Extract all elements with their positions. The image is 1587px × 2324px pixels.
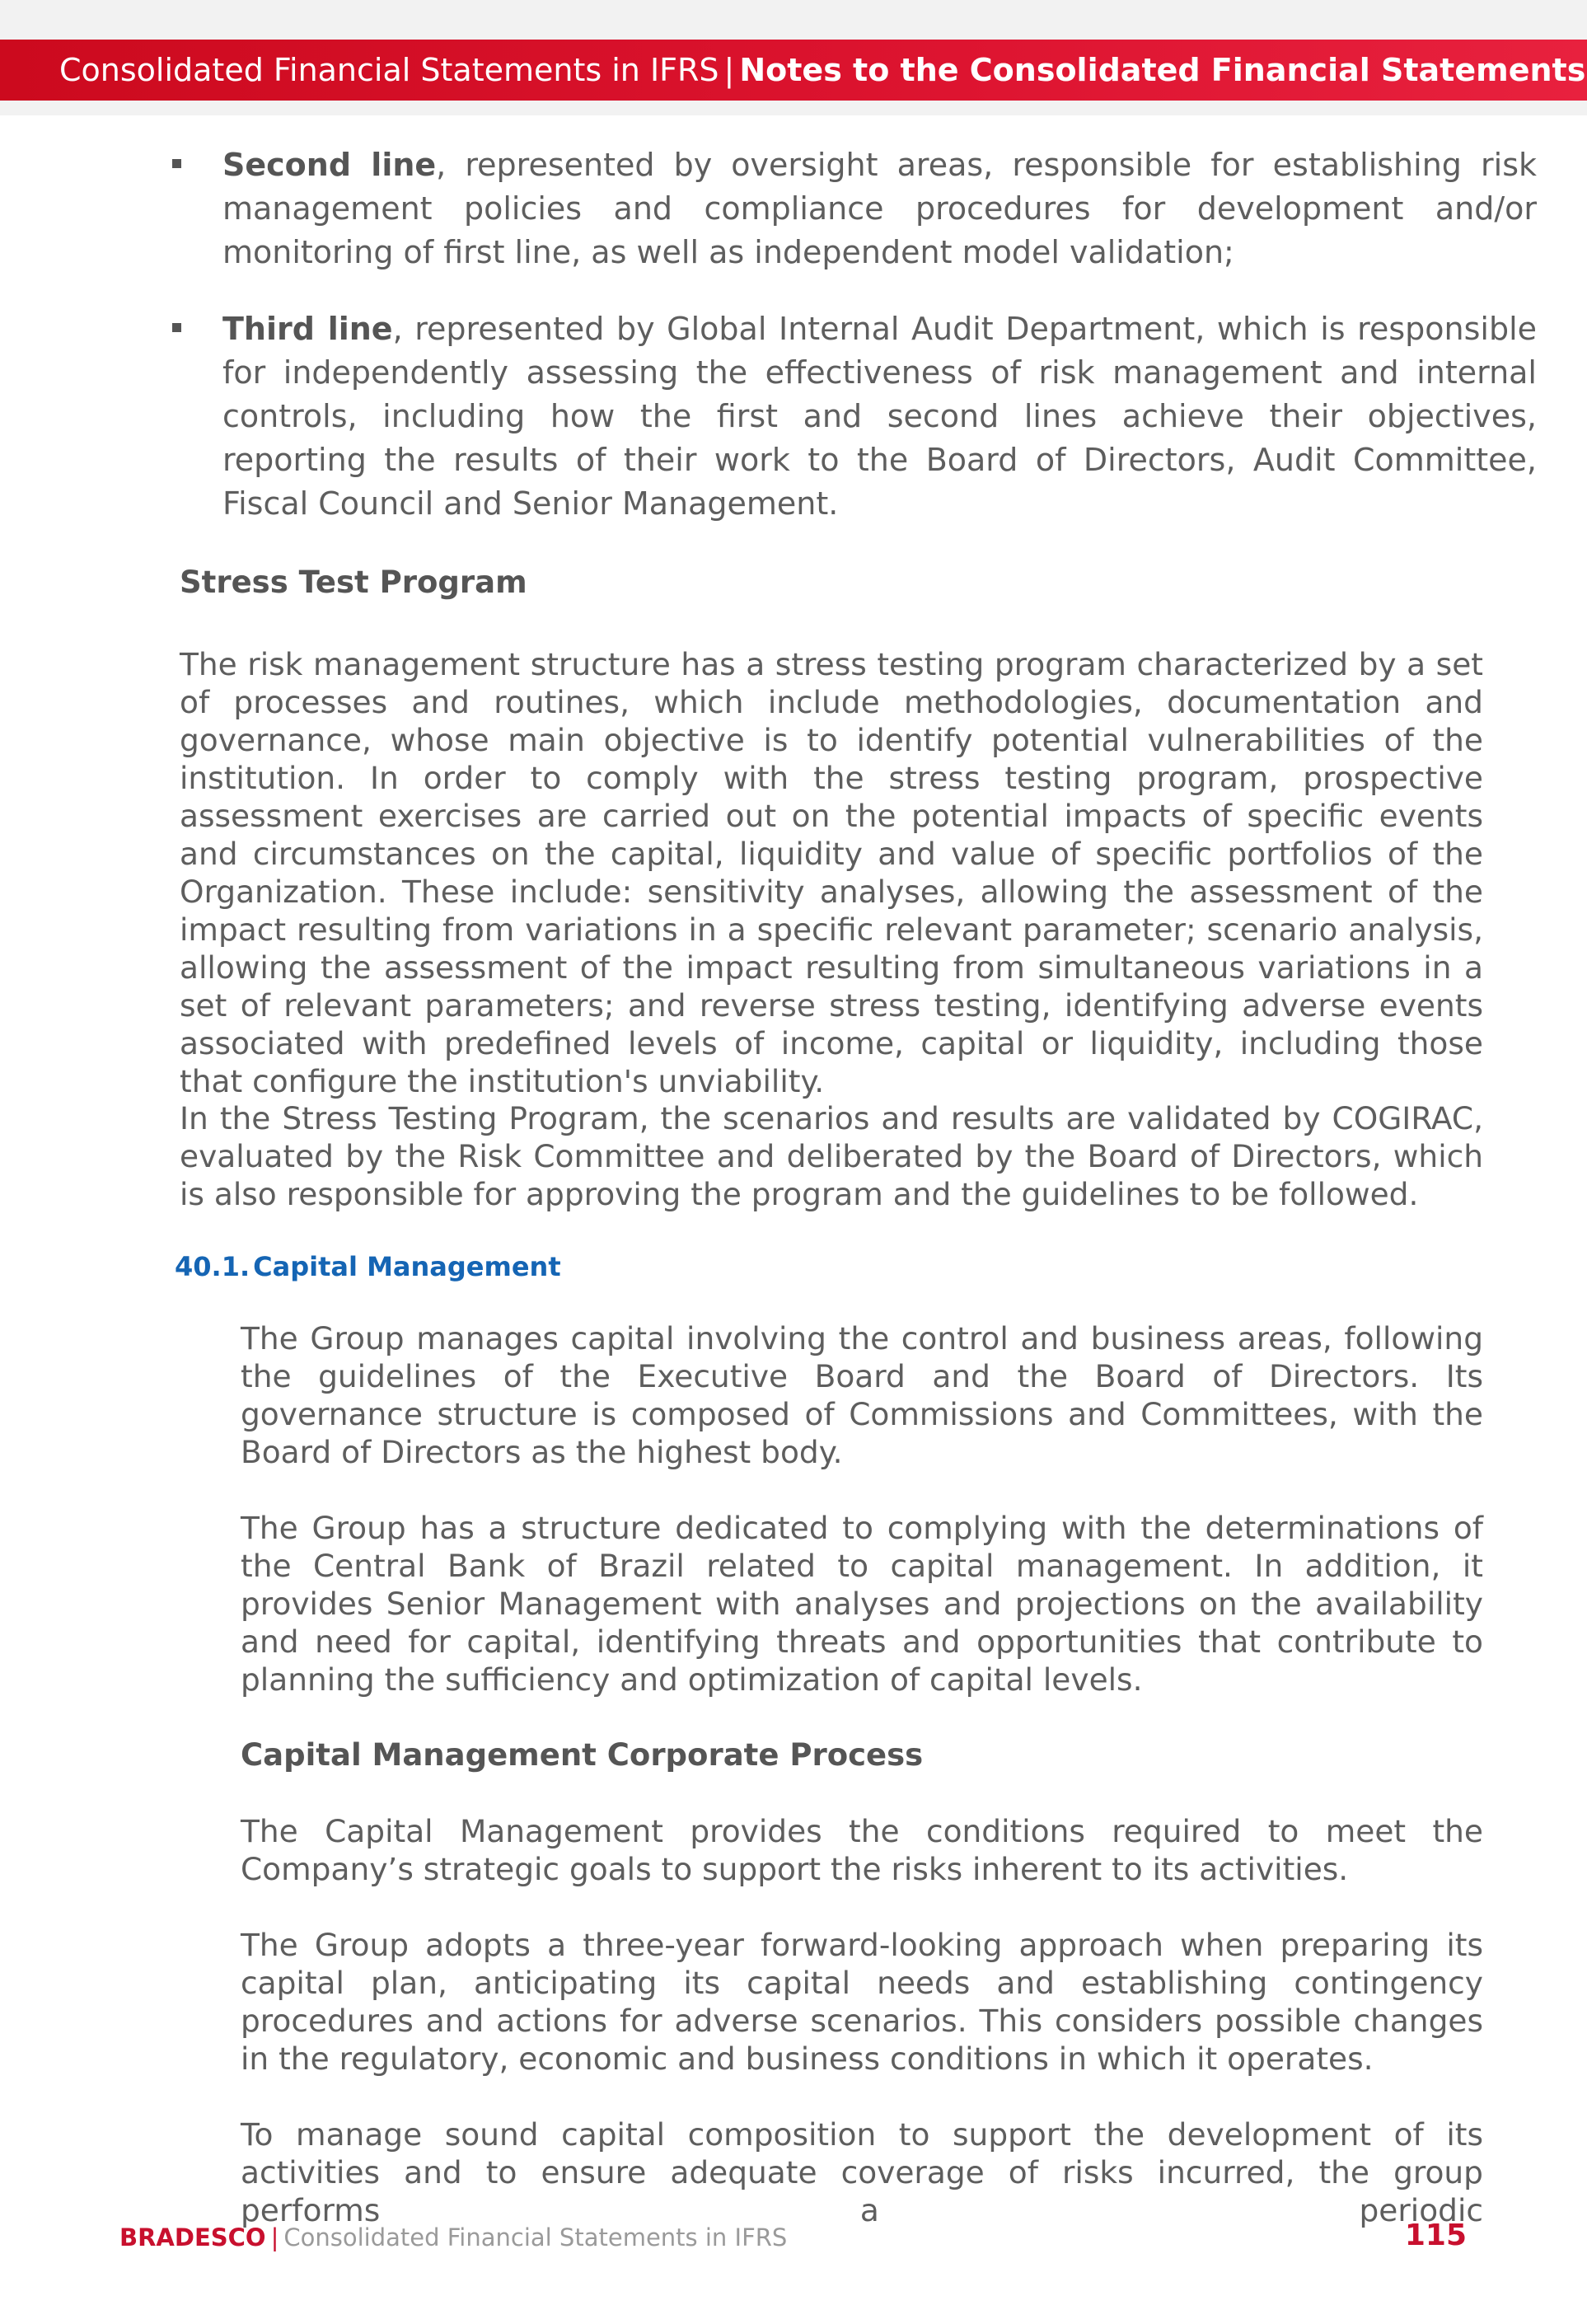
capital-process-heading: Capital Management Corporate Process [241, 1737, 924, 1773]
stress-test-heading: Stress Test Program [180, 565, 527, 600]
header-section-title: Notes to the Consolidated Financial Statements [739, 52, 1586, 88]
page-number: 115 [1404, 2219, 1467, 2252]
footer-separator: | [270, 2223, 279, 2251]
square-bullet-icon [172, 159, 181, 168]
header-separator: | [723, 52, 735, 88]
bullet-text: , represented by Global Internal Audit Department, which is responsible for independently assessing the effectiveness of risk management and internal controls, including how the first and second lines achieve their objectives, reporting the results of their work to the Board of Directors, Audit Committee, Fiscal Council and Senior Management. [222, 311, 1538, 522]
stress-test-paragraph-2: In the Stress Testing Program, the scenarios and results are validated by COGIRAC, evaluated by the Risk Committee and deliberated by the Board of Directors, which is also responsible for approving the program and the guidelines to be followed. [180, 1100, 1483, 1212]
bullet-text: , represented by oversight areas, responsible for establishing risk management policies and compliance procedures for development and/or monitoring of first line, as well as independent model validation; [222, 147, 1537, 270]
page-footer [119, 2221, 787, 2254]
capital-paragraph-3: The Capital Management provides the conditions required to meet the Company’s strategic goals to support the risks inherent to its activities. [241, 1813, 1483, 1887]
capital-paragraph-5: To manage sound capital composition to support the development of its activities and to ensure adequate coverage of risks incurred, the group performs a periodic [241, 2116, 1483, 2228]
header-text [59, 40, 1585, 101]
square-bullet-icon [172, 323, 181, 332]
capital-paragraph-4: The Group adopts a three-year forward-looking approach when preparing its capital plan, anticipating its capital needs and establishing contingency procedures and actions for adverse scenarios. This considers possible changes in the regulatory, economic and business conditions in which it operates. [241, 1927, 1483, 2077]
page-header-banner [0, 40, 1587, 101]
bullet-term: Third line [222, 311, 393, 347]
capital-paragraph-1: The Group manages capital involving the control and business areas, following the guidelines of the Executive Board and the Board of Directors. Its governance structure is composed of Commissions and Committees, with the Board of Directors as the highest body. [241, 1320, 1483, 1470]
bullet-third-line [169, 307, 1537, 526]
capital-paragraph-2: The Group has a structure dedicated to complying with the determinations of the Central Bank of Brazil related to capital management. In addition, it provides Senior Management with analyses and projections on the availability and need for capital, identifying threats and opportunities that contribute to planning the sufficiency and optimization of capital levels. [241, 1510, 1483, 1698]
bullet-second-line [169, 143, 1537, 274]
top-margin-strip [0, 0, 1587, 40]
section-number: 40.1. [175, 1251, 250, 1282]
stress-test-paragraph-1: The risk management structure has a stress testing program characterized by a set of processes and routines, which include methodologies, documentation and governance, whose main objective is to identify potential vulnerabilities of the institution. In order to comply with the stress testing program, prospective assessment exercises are carried out on the potential impacts of specific events and circumstances on the capital, liquidity and value of specific portfolios of the Organization. These include: sensitivity analyses, allowing the assessment of the impact resulting from variations in a specific relevant parameter; scenario analysis, allowing the assessment of the impact resulting from simultaneous variations in a set of relevant parameters; and reverse stress testing, identifying adverse events associated with predefined levels of income, capital or liquidity, including those that configure the institution's unviability. [180, 646, 1483, 1099]
footer-brand: BRADESCO [119, 2223, 266, 2251]
section-heading-capital-management [175, 1250, 561, 1283]
section-title: Capital Management [253, 1251, 561, 1282]
header-shadow-strip [0, 101, 1587, 115]
bullet-term: Second line [222, 147, 437, 183]
header-doc-title: Consolidated Financial Statements in IFRS [59, 52, 719, 88]
footer-doc-title: Consolidated Financial Statements in IFRS [283, 2223, 788, 2251]
